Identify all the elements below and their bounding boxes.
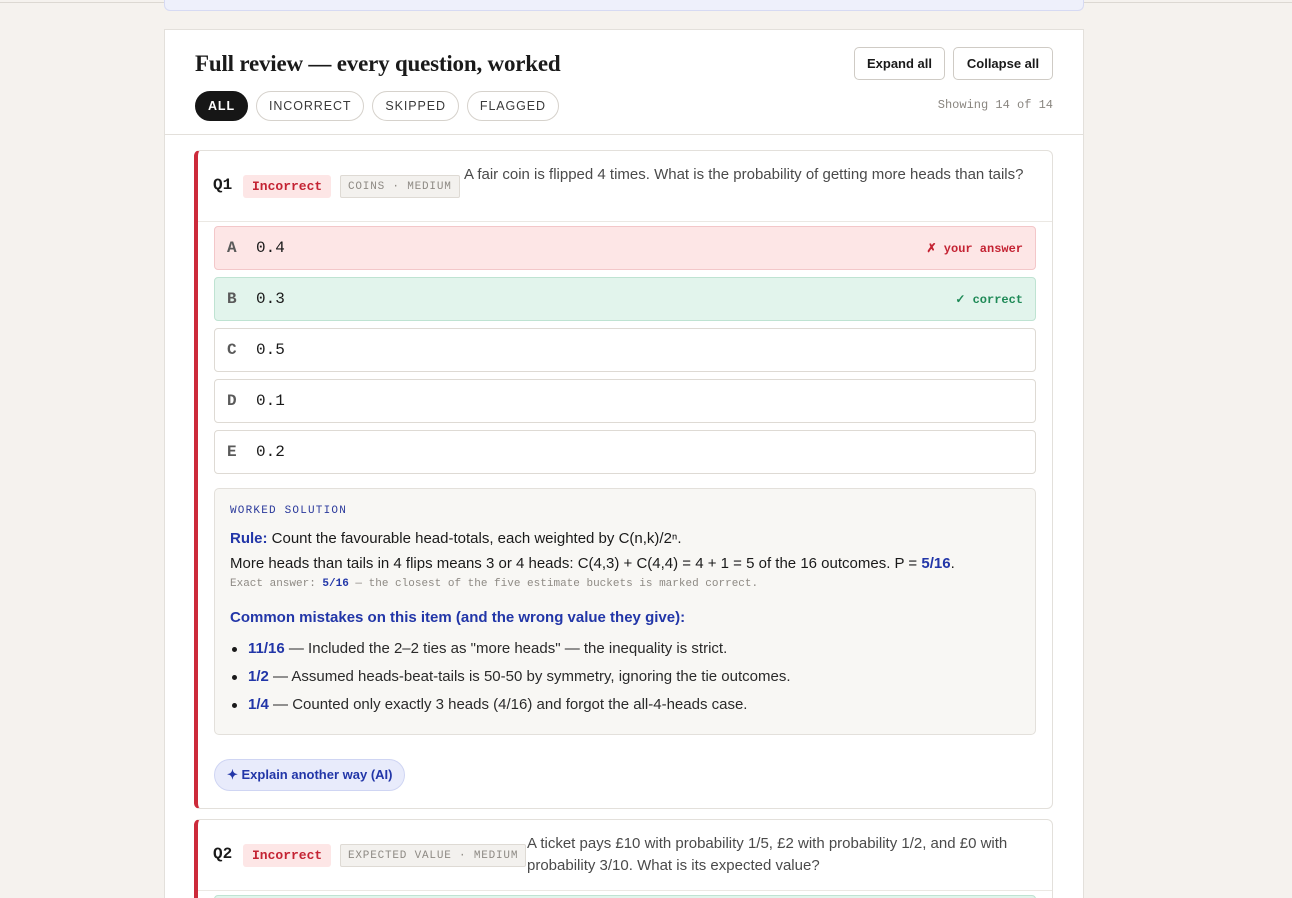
- worked-solution: [214, 488, 1036, 735]
- your-answer-note: ✗ your answer: [926, 242, 1023, 256]
- option-d[interactable]: [214, 379, 1036, 423]
- question-number: Q1: [213, 176, 233, 194]
- option-value: 0.5: [256, 341, 285, 359]
- solution-explanation: [230, 555, 955, 572]
- exact-suffix: — the closest of the five estimate buckets is marked correct.: [348, 578, 759, 590]
- exact-answer: [230, 578, 758, 590]
- mistake-item: [248, 640, 727, 657]
- option-e[interactable]: [214, 430, 1036, 474]
- option-a[interactable]: [214, 226, 1036, 270]
- mistake-text: — Counted only exactly 3 heads (4/16) and forgot the all-4-heads case.: [268, 696, 748, 713]
- mistake-value: 1/2: [248, 668, 269, 685]
- explain-ai-button[interactable]: ✦ Explain another way (AI): [214, 759, 405, 791]
- review-header: [165, 30, 1083, 135]
- status-badge: Incorrect: [243, 175, 331, 198]
- option-value: 0.3: [256, 290, 285, 308]
- filter-bar: [195, 91, 559, 121]
- solution-label: WORKED SOLUTION: [230, 505, 348, 517]
- option-letter: C: [227, 341, 237, 359]
- previous-section-edge: [164, 0, 1084, 11]
- filter-incorrect[interactable]: INCORRECT: [256, 91, 364, 121]
- option-letter: E: [227, 443, 237, 461]
- option-letter: D: [227, 392, 237, 410]
- topic-tag: COINS · MEDIUM: [340, 175, 460, 198]
- filter-all[interactable]: ALL: [195, 91, 248, 121]
- mistake-item: [248, 696, 747, 713]
- question-number: Q2: [213, 845, 233, 863]
- result-count: Showing 14 of 14: [937, 98, 1053, 112]
- filter-skipped[interactable]: SKIPPED: [372, 91, 459, 121]
- explanation-end: .: [950, 555, 955, 572]
- question-text: [527, 833, 1027, 877]
- mistake-text: — Included the 2–2 ties as "more heads" — the inequality is strict.: [284, 640, 728, 657]
- mistake-text: — Assumed heads-beat-tails is 50-50 by symmetry, ignoring the tie outcomes.: [268, 668, 791, 685]
- option-value: 0.2: [256, 443, 285, 461]
- question-text-line: probability 3/10. What is its expected value?: [527, 857, 820, 874]
- question-card: [194, 150, 1053, 809]
- option-value: 0.1: [256, 392, 285, 410]
- question-header[interactable]: [198, 151, 1052, 222]
- mistake-value: 1/4: [248, 696, 269, 713]
- mistakes-heading: Common mistakes on this item (and the wrong value they give):: [230, 609, 686, 626]
- exact-prefix: Exact answer:: [230, 578, 323, 590]
- explanation-text: More heads than tails in 4 flips means 3 or 4 heads: C(4,3) + C(4,4) = 4 + 1 = 5 of the 16 outcomes. P =: [230, 555, 922, 572]
- explanation-answer: 5/16: [921, 555, 951, 572]
- option-c[interactable]: [214, 328, 1036, 372]
- option-letter: A: [227, 239, 237, 257]
- question-text-line: A ticket pays £10 with probability 1/5, £2 with probability 1/2, and £0 with: [527, 835, 1008, 852]
- expand-all-button[interactable]: Expand all: [854, 47, 945, 80]
- rule-label: Rule:: [230, 530, 268, 547]
- option-letter: B: [227, 290, 237, 308]
- rule-text: Count the favourable head-totals, each weighted by C(n,k)/2ⁿ.: [267, 530, 682, 547]
- question-text: A fair coin is flipped 4 times. What is the probability of getting more heads than tails?: [464, 166, 1024, 183]
- topic-tag: EXPECTED VALUE · MEDIUM: [340, 844, 526, 867]
- mistake-value: 11/16: [248, 640, 285, 657]
- question-card: [194, 819, 1053, 898]
- mistake-item: [248, 668, 790, 685]
- question-header[interactable]: [198, 820, 1052, 891]
- status-badge: Incorrect: [243, 844, 331, 867]
- collapse-all-button[interactable]: Collapse all: [953, 47, 1053, 80]
- correct-note: ✓ correct: [955, 293, 1023, 307]
- solution-rule: [230, 530, 682, 547]
- exact-value: 5/16: [322, 578, 349, 590]
- option-value: 0.4: [256, 239, 285, 257]
- page-title: Full review — every question, worked: [195, 51, 561, 76]
- option-b[interactable]: [214, 277, 1036, 321]
- filter-flagged[interactable]: FLAGGED: [467, 91, 559, 121]
